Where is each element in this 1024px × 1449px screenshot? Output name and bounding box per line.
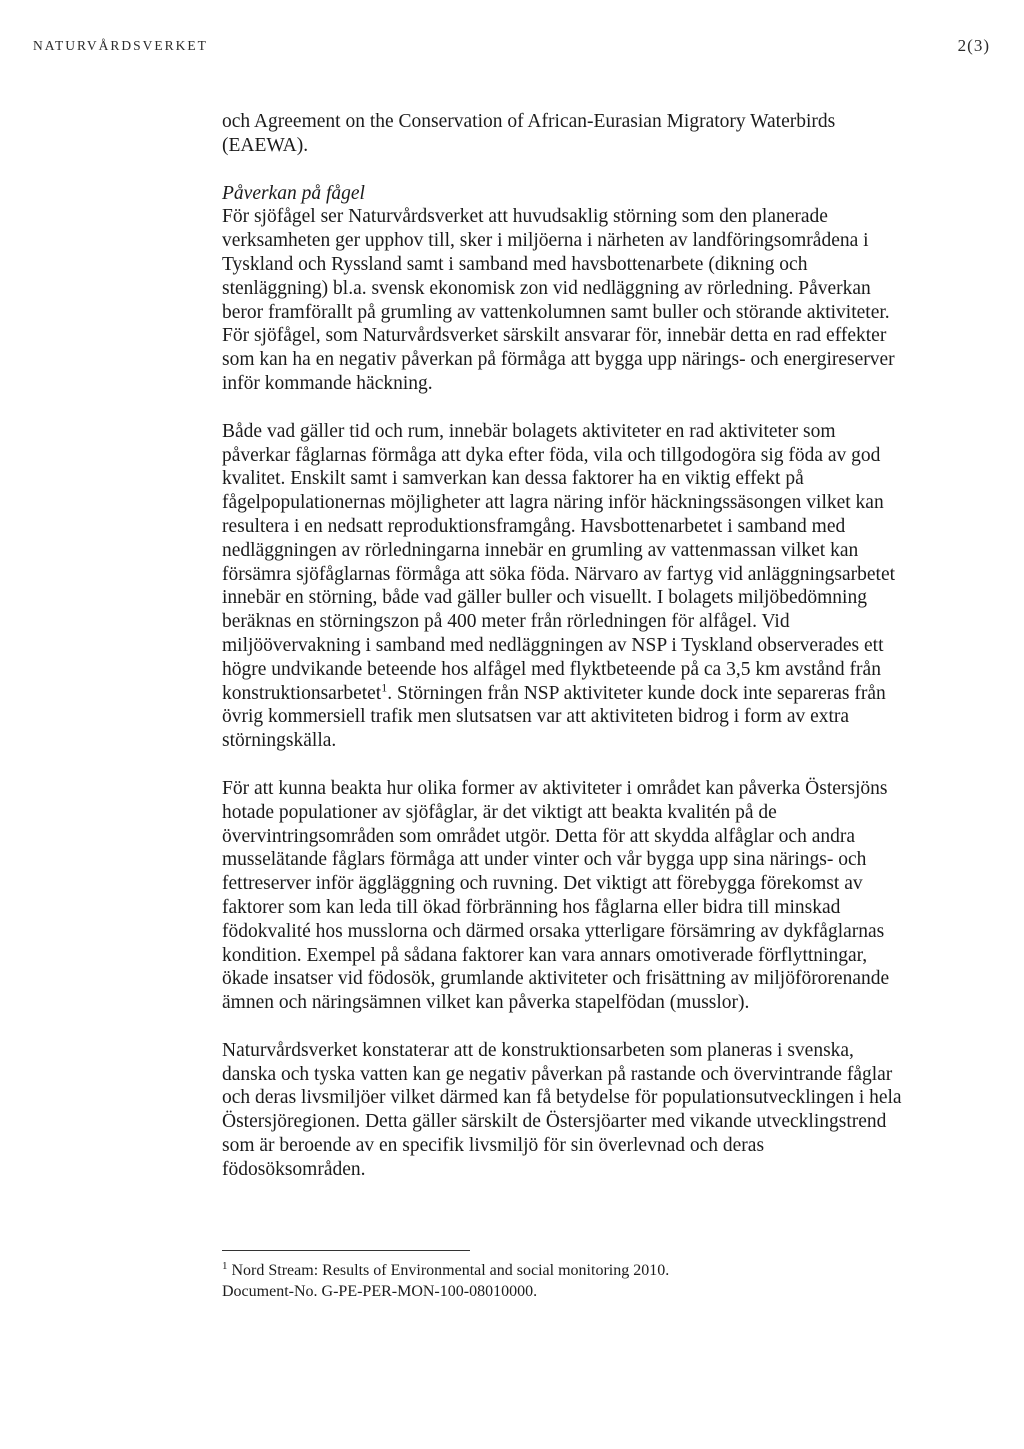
header-page-number: 2(3) bbox=[957, 36, 990, 55]
footnote bbox=[222, 1260, 902, 1302]
paragraph-3: För att kunna beakta hur olika former av aktiviteter i området kan påverka Östersjöns hotade populationer av sjöfåglar, är det viktigt att beakta kvalitén på de övervintringsområden som området utgör. Detta för att skydda alfåglar och andra musselätande fåglars förmåga att under vinter och vår bygga upp sina närings- och fettreserver inför äggläggning och ruvning. Det viktigt att förebygga förekomst av faktorer som kan leda till ökad förbränning hos fåglarna eller bidra till minskad födokvalité hos musslorna och därmed orsaka ytterligare försämring av dykfåglarnas kondition. Exempel på sådana faktorer kan vara annars omotiverade förflyttningar, ökade insatser vid födosök, grumlande aktiviteter och frisättning av miljöförorenande ämnen och näringsämnen vilket kan påverka stapelfödan (musslor). bbox=[222, 777, 890, 1014]
footnote-line-1 bbox=[222, 1260, 902, 1281]
footnote-reference: 1 bbox=[381, 680, 388, 695]
footnote-number: 1 bbox=[222, 1259, 228, 1272]
paragraph-2-text-a: Både vad gäller tid och rum, innebär bolagets aktiviteter en rad aktiviteter som påverkar fåglarnas förmåga att dyka efter föda, vila och tillgodogöra sig föda av god kvalitet. Enskilt samt i samverkan kan dessa faktorer ha en viktig effekt på fågelpopulationernas möjligheter att lagra näring inför häckningssäsongen vilket kan resultera i en nedsatt reproduktionsframgång. Havsbottenarbetet i samband med nedläggningen av rörledningarna innebär en grumling av vattenmassan vilket kan försämra sjöfåglarnas förmåga att söka föda. Närvaro av fartyg vid anläggningsarbetet innebär en störning, både vad gäller buller och visuellt. I bolagets miljöbedömning beräknas en störningszon på 400 meter från rörledningen för alfågel. Vid miljöövervakning i samband med nedläggningen av NSP i Tyskland observerades ett högre undvikande beteende hos alfågel med flyktbeteende på ca 3,5 km avstånd från konstruktionsarbetet bbox=[222, 420, 896, 704]
intro-paragraph: och Agreement on the Conservation of African-Eurasian Migratory Waterbirds (EAEWA). bbox=[222, 111, 836, 156]
section-heading: Påverkan på fågel bbox=[222, 182, 365, 204]
paragraph-4: Naturvårdsverket konstaterar att de konstruktionsarbeten som planeras i svenska, danska och tyska vatten kan ge negativ påverkan på rastande och övervintrande fåglar och deras livsmiljöer vilket därmed kan få betydelse för populationsutvecklingen i hela Östersjöregionen. Detta gäller särskilt de Östersjöarter med vikande utvecklingstrend som är beroende av en specifik livsmiljö för sin överlevnad och deras födosöksområden. bbox=[222, 1039, 902, 1180]
header-organization: NATURVÅRDSVERKET bbox=[33, 38, 208, 53]
paragraph-2 bbox=[222, 420, 902, 753]
section-paragraph-1 bbox=[222, 182, 902, 396]
footnote-separator bbox=[222, 1250, 470, 1251]
document-body bbox=[222, 110, 902, 1206]
footnote-line-2: Document-No. G-PE-PER-MON-100-08010000. bbox=[222, 1283, 538, 1300]
paragraph-2-text-b: . Störningen från NSP aktiviteter kunde dock inte separeras från övrig kommersiell trafik men slutsatsen var att aktiviteten bidrog i form av extra störningskälla. bbox=[222, 682, 886, 752]
paragraph-1-text: För sjöfågel ser Naturvårdsverket att huvudsaklig störning som den planerade verksamheten ger upphov till, sker i miljöerna i närheten av landföringsområdena i Tyskland och Ryssland samt i samband med havsbottenarbete (dikning och stenläggning) bl.a. svensk ekonomisk zon vid nedläggning av rörledning. Påverkan beror framförallt på grumling av vattenkolumnen samt buller och störande aktiviteter. För sjöfågel, som Naturvårdsverket särskilt ansvarar för, innebär detta en rad effekter som kan ha en negativ påverkan på förmåga att bygga upp närings- och energireserver inför kommande häckning. bbox=[222, 206, 895, 394]
footnote-text-1: Nord Stream: Results of Environmental and social monitoring 2010. bbox=[231, 1262, 670, 1279]
